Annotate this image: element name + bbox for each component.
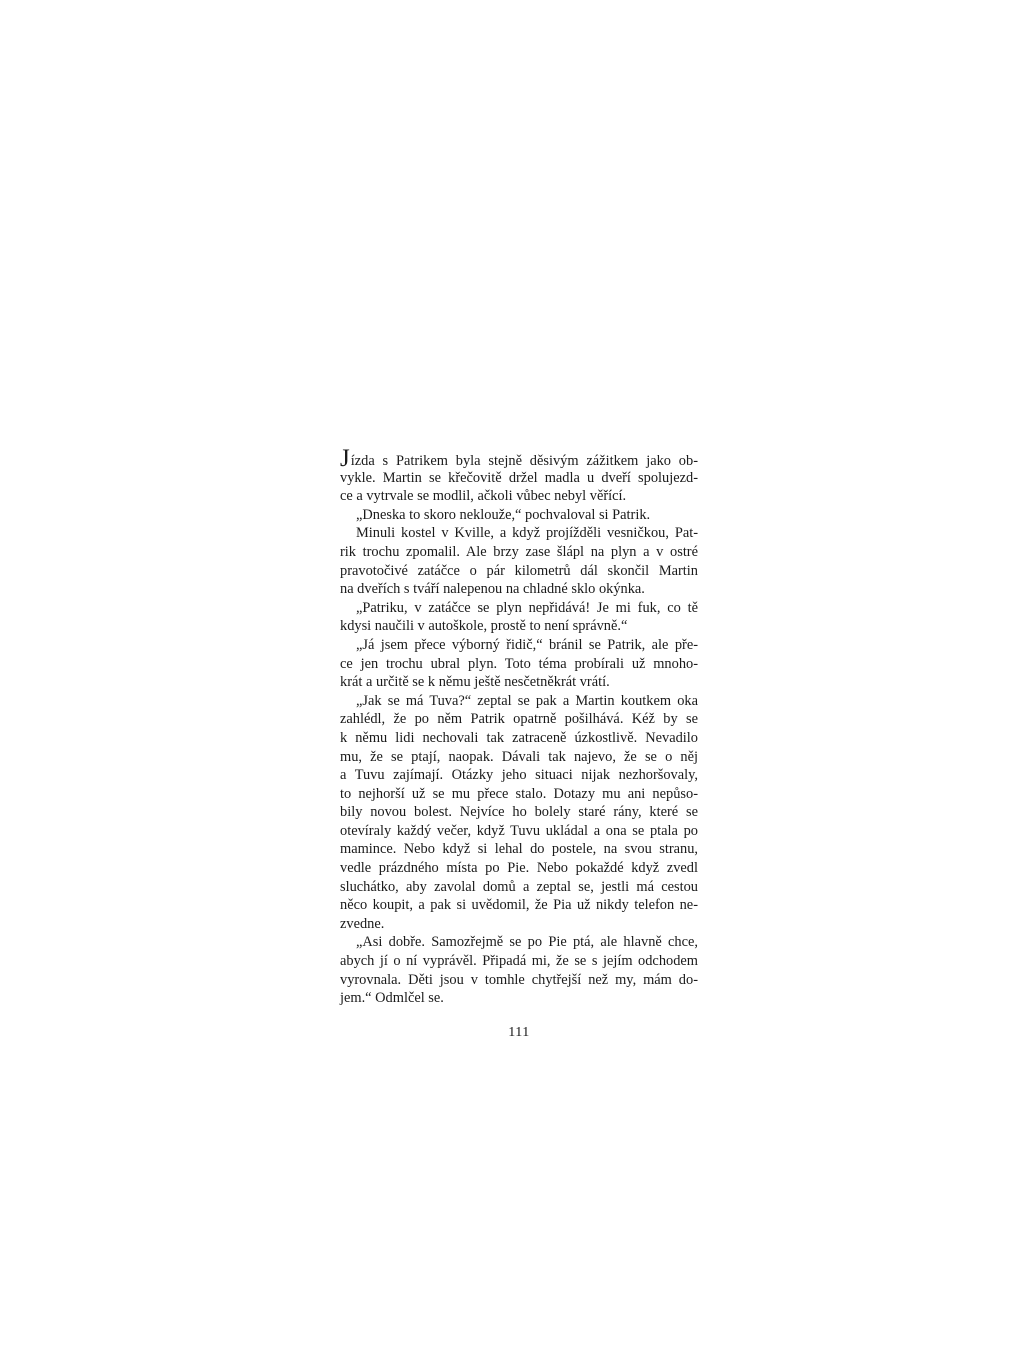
text-line: Minuli kostel v Kville, a když projížděli vesničkou, Pat-	[356, 525, 698, 542]
text-line: „Asi dobře. Samozřejmě se po Pie ptá, ale hlavně chce,	[356, 934, 698, 951]
paragraph	[340, 933, 698, 1007]
text-line: krát a určitě se k němu ještě nesčetněkrát vrátí.	[340, 674, 610, 691]
text-line: kdysi naučili v autoškole, prostě to není správně.“	[340, 618, 628, 635]
text-line: „Patriku, v zatáčce se plyn nepřidává! Je mi fuk, co tě	[356, 599, 698, 616]
text-line-rest: ízda s Patrikem byla stejně děsivým zážitkem jako ob-	[350, 453, 698, 469]
text-line: sluchátko, aby zavolal domů a zeptal se, jestli má cestou	[340, 878, 698, 895]
text-line	[340, 445, 698, 472]
text-line: mu, že se ptají, naopak. Dávali tak najevo, že se o něj	[340, 748, 698, 765]
paragraph	[340, 636, 698, 692]
text-line: „Dneska to skoro neklouže,“ pochvaloval si Patrik.	[356, 506, 651, 523]
page-number: 111	[508, 1025, 530, 1040]
paragraph	[340, 524, 698, 598]
text-line: a Tuvu zajímají. Otázky jeho situaci nijak nezhoršovaly,	[340, 767, 698, 784]
text-line: ce a vytrvale se modlil, ačkoli vůbec nebyl věřící.	[340, 488, 627, 505]
paragraph	[340, 692, 698, 934]
text-line: abych jí o ní vyprávěl. Připadá mi, že se s jejím odchodem	[340, 953, 698, 970]
text-line: to nejhorší už se mu přece stalo. Dotazy mu ani nepůso-	[340, 785, 698, 802]
text-line: vedle prázdného místa po Pie. Nebo pokaždé když zvedl	[340, 860, 698, 877]
text-line: vyrovnala. Děti jsou v tomhle chytřejší než my, mám do-	[340, 971, 698, 988]
text-line: zahlédl, že po něm Patrik opatrně pošilhává. Kéž by se	[340, 711, 698, 728]
text-line: na dveřích s tváří nalepenou na chladné sklo okýnka.	[340, 581, 645, 598]
paragraph	[340, 506, 698, 525]
text-line: vykle. Martin se křečovitě držel madla u dveří spolujezd-	[340, 469, 698, 486]
text-line: pravotočivé zatáčce o pár kilometrů dál skončil Martin	[340, 562, 698, 579]
text-line: něco koupit, a pak si uvědomil, že Pia už nikdy telefon ne-	[340, 897, 698, 914]
text-line: rik trochu zpomalil. Ale brzy zase šlápl na plyn a v ostré	[340, 543, 698, 560]
body-text	[340, 445, 698, 1008]
text-line: bily novou bolest. Nejvíce ho bolely staré rány, které se	[340, 804, 698, 821]
paragraph	[340, 599, 698, 636]
text-line: „Já jsem přece výborný řidič,“ bránil se Patrik, ale pře-	[356, 636, 698, 653]
text-line: mamince. Nebo když si lehal do postele, na svou stranu,	[340, 841, 698, 858]
text-line: jem.“ Odmlčel se.	[340, 990, 444, 1007]
text-line: „Jak se má Tuva?“ zeptal se pak a Martin koutkem oka	[356, 692, 698, 709]
text-line: ce jen trochu ubral plyn. Toto téma probírali už mnoho-	[340, 655, 698, 672]
text-line: k němu lidi nechovali tak zatraceně úzkostlivě. Nevadilo	[340, 729, 698, 746]
text-line: otevíraly každý večer, když Tuvu ukládal a ona se ptala po	[340, 822, 698, 839]
text-line: zvedne.	[340, 915, 385, 932]
paragraph	[340, 445, 698, 506]
drop-cap: J	[340, 445, 350, 472]
